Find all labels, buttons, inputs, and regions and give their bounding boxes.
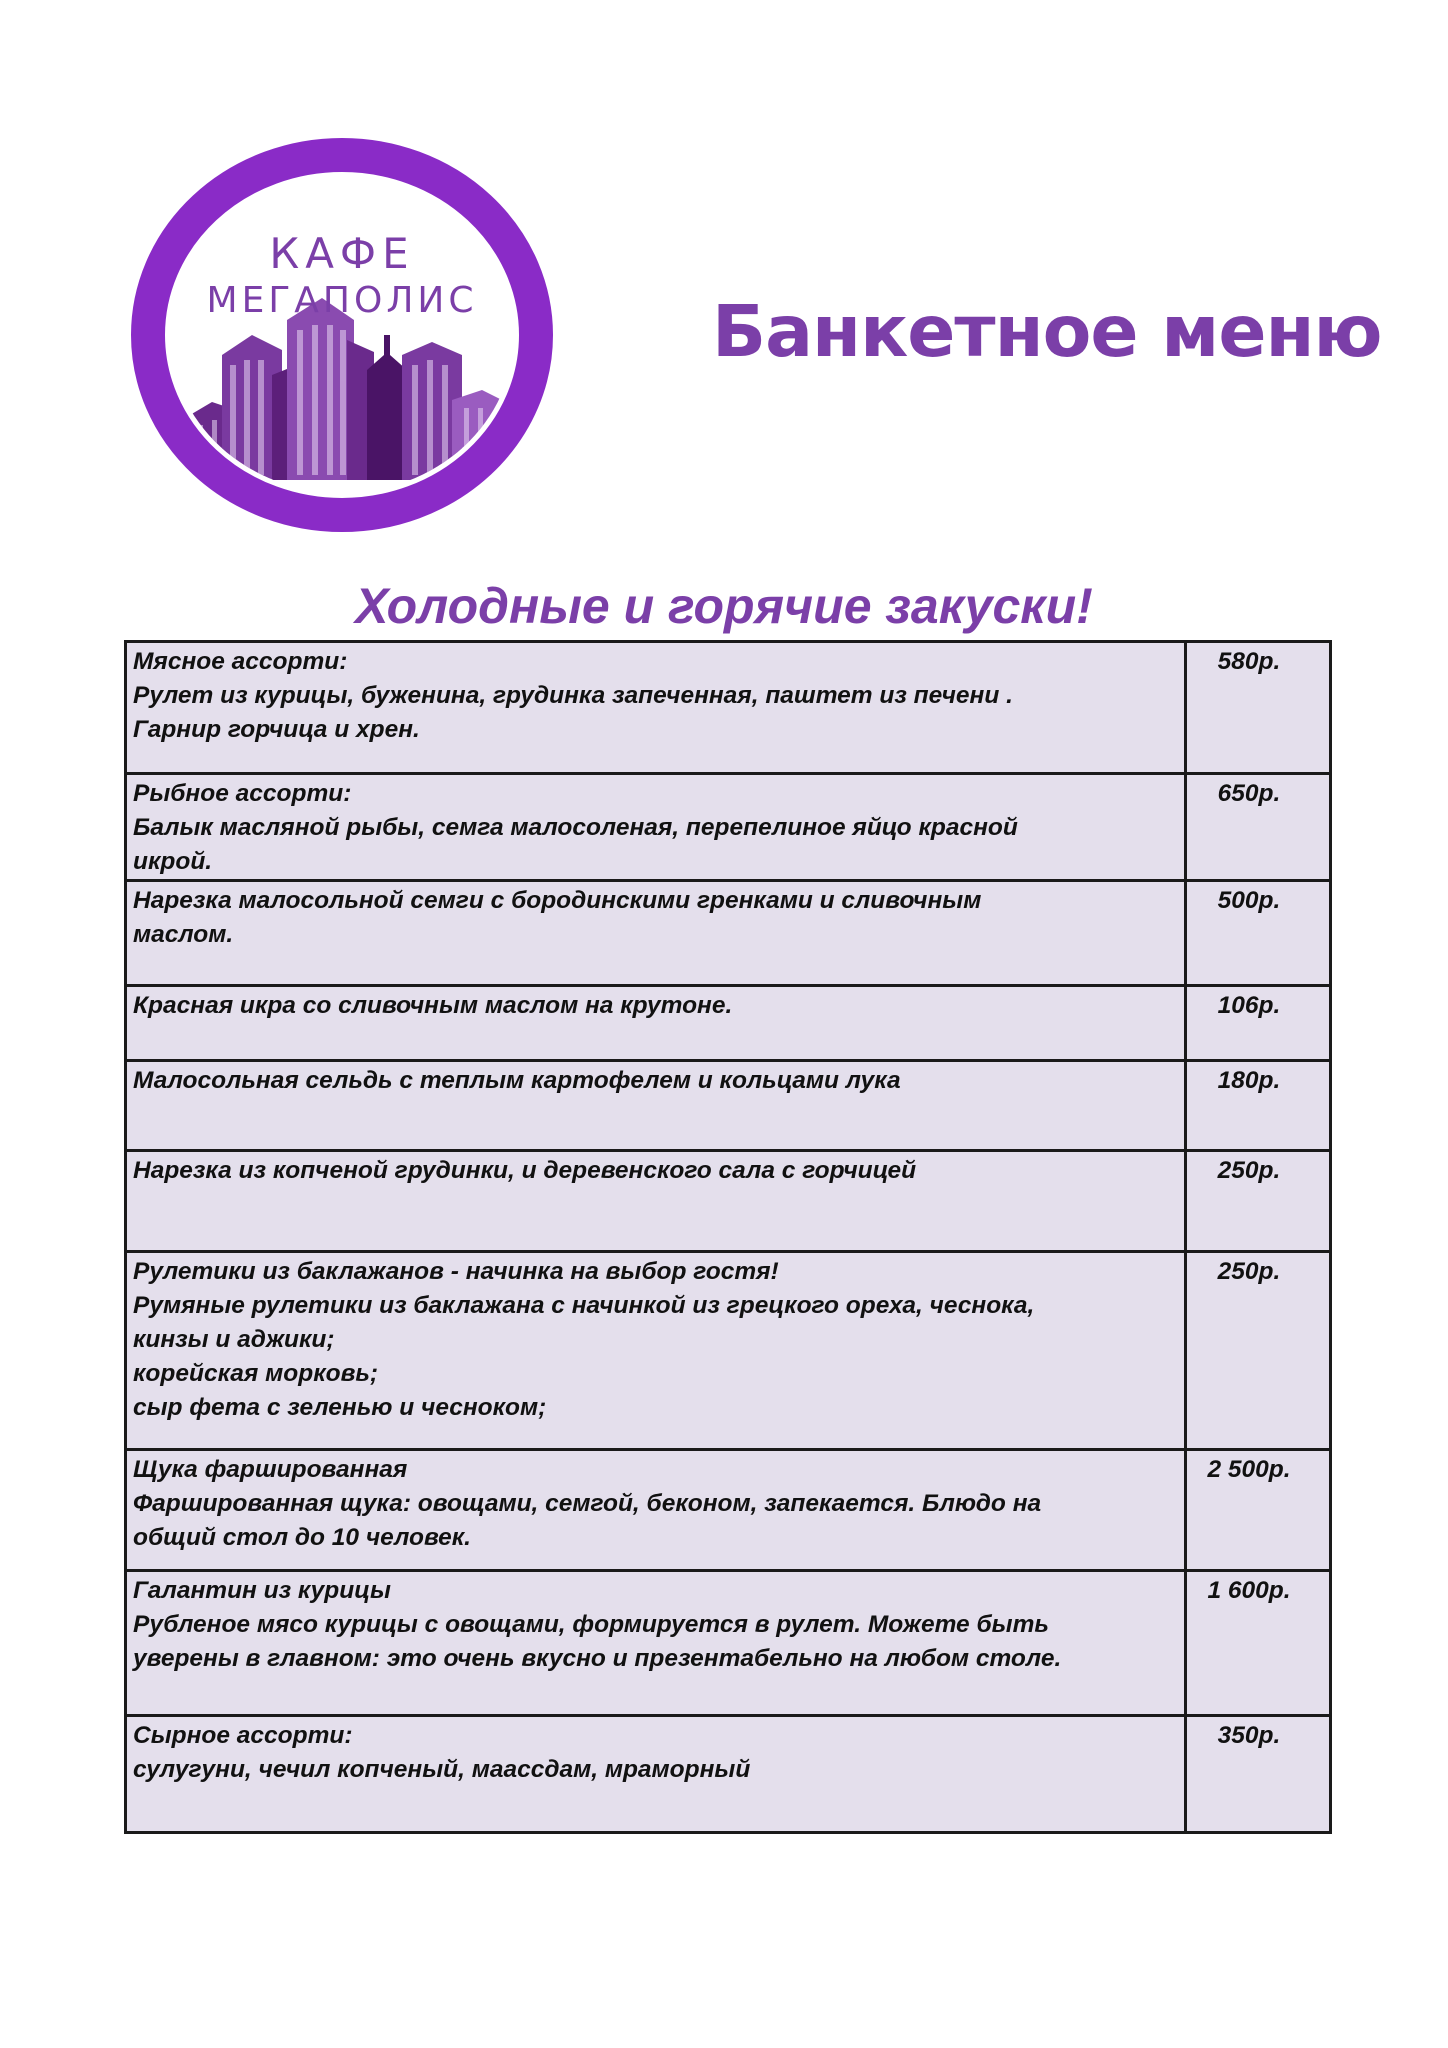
menu-item-text-line: Сырное ассорти: [133,1722,353,1749]
menu-item-price: 650р. [1186,774,1331,881]
menu-item-text-line: Балык масляной рыбы, семга малосоленая, перепелиное яйцо красной [133,814,1018,841]
menu-item-text-line: Рулет из курицы, буженина, грудинка запеченная, паштет из печени . [133,682,1013,709]
menu-item-row [126,1450,1331,1571]
menu-item-text-line: Малосольная сельдь с теплым картофелем и кольцами лука [133,1067,901,1094]
menu-item-row [126,642,1331,774]
menu-table [124,640,1332,1834]
logo-text-line2: МЕГАПОЛИС [206,280,478,321]
menu-item-price: 106р. [1186,986,1331,1061]
menu-item-text-line: уверены в главном: это очень вкусно и презентабельно на любом столе. [133,1645,1062,1672]
menu-item-description [126,1716,1186,1833]
menu-item-text-line: сыр фета с зеленью и чесноком; [133,1394,547,1421]
menu-item-text-line: Румяные рулетики из баклажана с начинкой из грецкого ореха, чеснока, [133,1292,1035,1319]
menu-item-price: 500р. [1186,881,1331,986]
menu-item-text-line: кинзы и аджики; [133,1326,335,1353]
menu-item-row [126,1151,1331,1252]
menu-item-row [126,881,1331,986]
menu-item-text-line: сулугуни, чечил копченый, маассдам, мраморный [133,1756,751,1783]
menu-item-text-line: Мясное ассорти: [133,648,348,675]
menu-item-price: 1 600р. [1186,1571,1331,1716]
logo-text-line1: КАФЕ [269,229,415,278]
menu-item-price: 250р. [1186,1252,1331,1450]
menu-item-text-line: Рыбное ассорти: [133,780,352,807]
menu-item-row [126,1571,1331,1716]
menu-item-text-line: Рулетики из баклажанов - начинка на выбор гостя! [133,1258,779,1285]
menu-item-price: 2 500р. [1186,1450,1331,1571]
cafe-logo [122,130,562,540]
menu-item-row [126,774,1331,881]
menu-item-row [126,1716,1331,1833]
menu-item-price: 580р. [1186,642,1331,774]
menu-item-text-line: Щука фаршированная [133,1456,408,1483]
menu-item-price: 180р. [1186,1061,1331,1151]
menu-item-row [126,1252,1331,1450]
menu-item-text-line: Рубленое мясо курицы с овощами, формируется в рулет. Можете быть [133,1611,1049,1638]
menu-item-description [126,1151,1186,1252]
menu-item-text-line: Галантин из курицы [133,1577,391,1604]
menu-item-description [126,1571,1186,1716]
menu-item-price: 250р. [1186,1151,1331,1252]
menu-item-description [126,774,1186,881]
menu-item-description [126,1252,1186,1450]
menu-item-description [126,881,1186,986]
menu-item-description [126,642,1186,774]
menu-item-text-line: маслом. [133,921,234,948]
skyline-icon [190,298,502,480]
menu-item-text-line: общий стол до 10 человек. [133,1524,471,1551]
menu-item-text-line: Нарезка из копченой грудинки, и деревенского сала с горчицей [133,1157,917,1184]
menu-item-description [126,986,1186,1061]
menu-item-text-line: икрой. [133,848,213,875]
menu-item-row [126,986,1331,1061]
menu-item-text-line: Нарезка малосольной семги с бородинскими гренками и сливочным [133,887,982,914]
menu-item-description [126,1450,1186,1571]
menu-item-text-line: Красная икра со сливочным маслом на крутоне. [133,992,733,1019]
menu-item-price: 350р. [1186,1716,1331,1833]
section-title: Холодные и горячие закуски! [355,578,1093,634]
page-title: Банкетное меню [712,290,1382,373]
menu-item-text-line: Гарнир горчица и хрен. [133,716,420,743]
menu-item-text-line: Фаршированная щука: овощами, семгой, беконом, запекается. Блюдо на [133,1490,1042,1517]
menu-item-text-line: корейская морковь; [133,1360,379,1387]
menu-item-description [126,1061,1186,1151]
menu-item-row [126,1061,1331,1151]
